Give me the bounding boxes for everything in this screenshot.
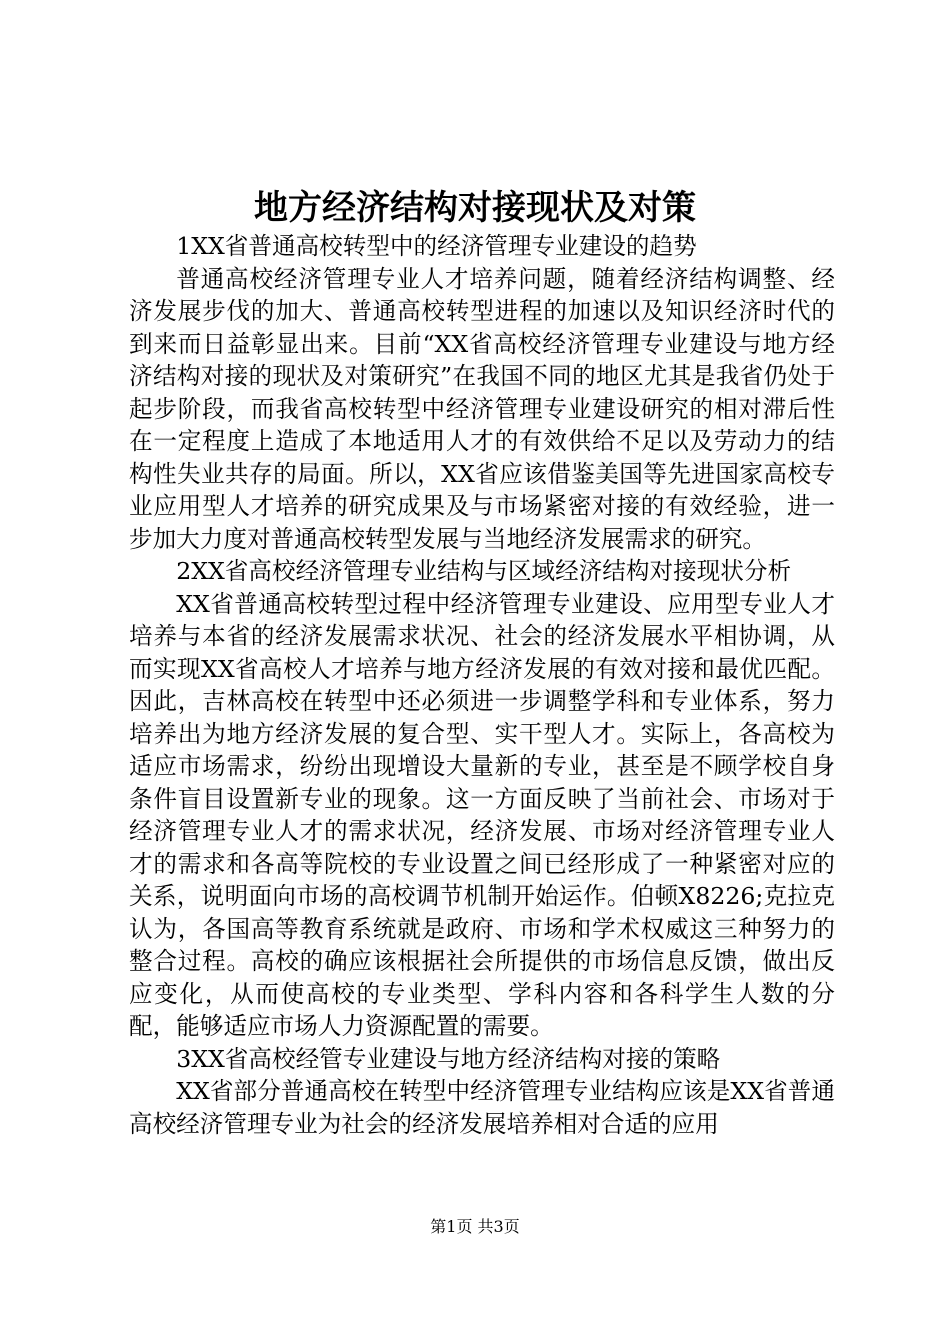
document-title: 地方经济结构对接现状及对策 <box>254 188 696 228</box>
page-number-footer: 第1页 共3页 <box>430 1217 520 1236</box>
paragraph-2: XX省普通高校转型过程中经济管理专业建设、应用型专业人才培养与本省的经济发展需求状况、社会的经济发展水平相协调，从而实现XX省高校人才培养与地方经济发展的有效对接和最优匹配。因此，吉林高校在转型中还必须进一步调整学科和专业体系，努力培养出为地方经济发展的复合型、实干型人才。实际上，各高校为适应市场需求，纷纷出现增设大量新的专业，甚至是不顾学校自身条件盲目设置新专业的现象。这一方面反映了当前社会、市场对于经济管理专业人才的需求状况，经济发展、市场对经济管理专业人才的需求和各高等院校的专业设置之间已经形成了一种紧密对应的关系，说明面向市场的高校调节机制开始运作。伯顿X8226;克拉克认为，各国高等教育系统就是政府、市场和学术权威这三种努力的整合过程。高校的确应该根据社会所提供的市场信息反馈，做出反应变化，从而使高校的专业类型、学科内容和各科学生人数的分配，能够适应市场人力资源配置的需要。 <box>129 589 835 1040</box>
section-heading-1: 1XX省普通高校转型中的经济管理专业建设的趋势 <box>176 232 697 260</box>
document-body <box>129 230 835 1140</box>
paragraph-1: 普通高校经济管理专业人才培养问题，随着经济结构调整、经济发展步伐的加大、普通高校转型进程的加速以及知识经济时代的到来而日益彰显出来。目前“XX省高校经济管理专业建设与地方经济结构对接的现状及对策研究”在我国不同的地区尤其是我省仍处于起步阶段，而我省高校转型中经济管理专业建设研究的相对滞后性在一定程度上造成了本地适用人才的有效供给不足以及劳动力的结构性失业共存的局面。所以，XX省应该借鉴美国等先进国家高校专业应用型人才培养的研究成果及与市场紧密对接的有效经验，进一步加大力度对普通高校转型发展与当地经济发展需求的研究。 <box>129 264 835 553</box>
section-heading-3: 3XX省高校经管专业建设与地方经济结构对接的策略 <box>176 1044 721 1073</box>
paragraph-3: XX省部分普通高校在转型中经济管理专业结构应该是XX省普通高校经济管理专业为社会的经济发展培养相对合适的应用 <box>129 1077 835 1138</box>
section-heading-2: 2XX省高校经济管理专业结构与区域经济结构对接现状分析 <box>176 557 792 585</box>
